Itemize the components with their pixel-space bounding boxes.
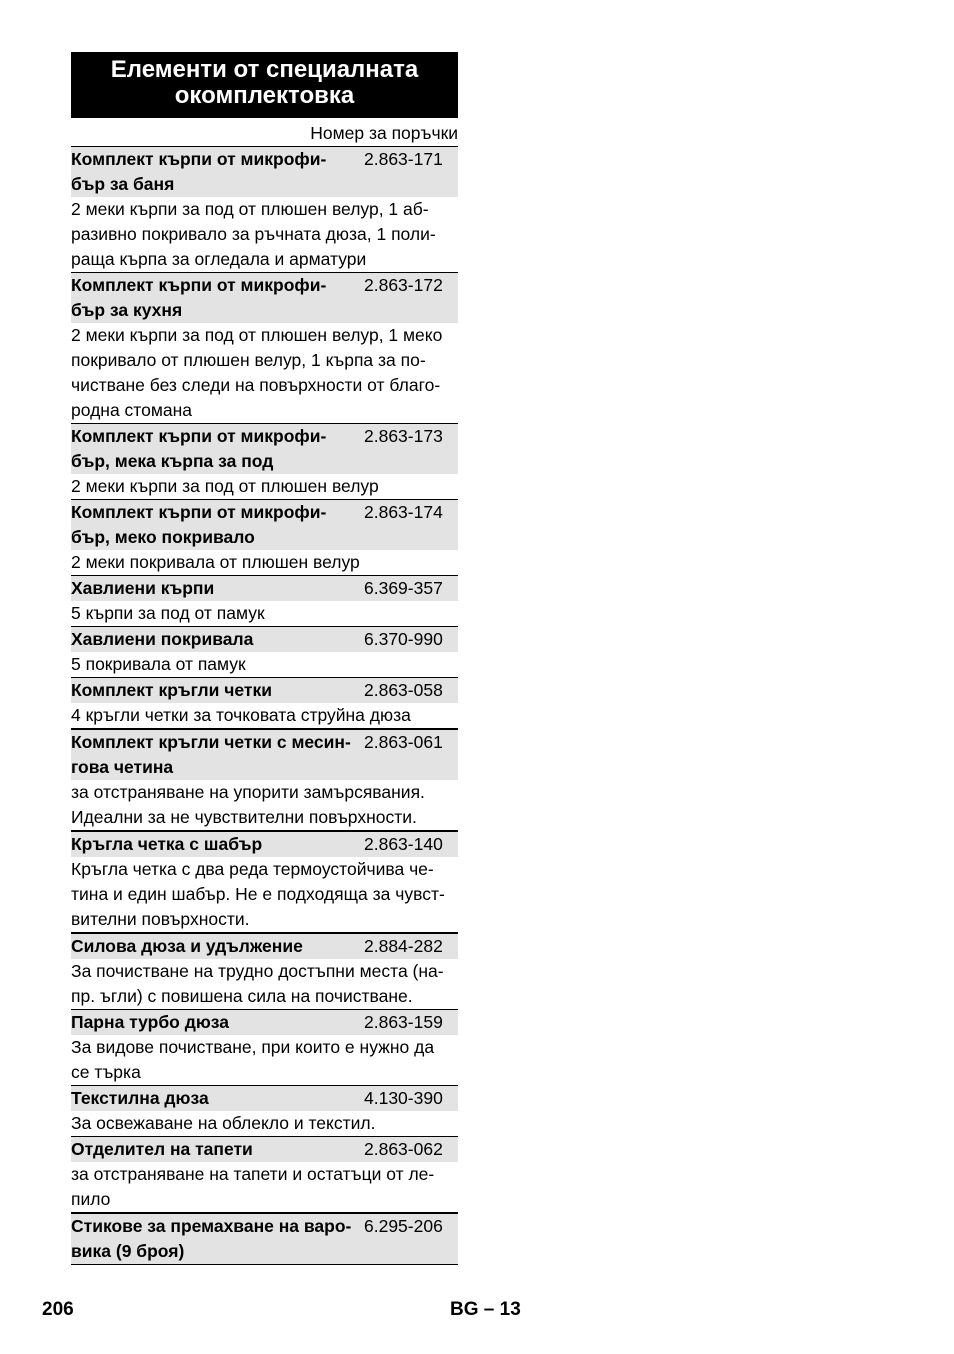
accessory-name: Комплект кърпи от микрофи- бър, мека кърпа за под xyxy=(71,426,327,471)
accessory-description: 2 меки покривала от плюшен велур xyxy=(71,552,360,572)
accessory-title-row xyxy=(71,934,458,959)
accessory-name: Комплект кърпи от микрофи- бър за баня xyxy=(71,149,327,194)
order-number: 2.863-174 xyxy=(364,502,443,522)
accessory-item xyxy=(71,1009,458,1085)
list-end-rule xyxy=(71,1264,458,1265)
order-number: 2.863-062 xyxy=(364,1139,443,1159)
accessory-description: Кръгла четка с два реда термоустойчива че- тина и един шабър. Не е подходяща за чувст- вителни повърхности. xyxy=(71,859,445,929)
section-title xyxy=(71,52,458,118)
accessory-title-row xyxy=(71,1010,458,1035)
page-number: 206 xyxy=(42,1299,74,1320)
accessory-name: Комплект кръгли четки xyxy=(71,680,273,700)
accessory-name: Комплект кръгли четки с месин- гова четина xyxy=(71,732,351,777)
order-number: 2.863-173 xyxy=(364,426,443,446)
order-number: 4.130-390 xyxy=(364,1088,443,1108)
accessory-title-row xyxy=(71,1086,458,1111)
section-title-line2: окомплектовка xyxy=(174,82,355,109)
order-number: 2.863-172 xyxy=(364,275,443,295)
accessory-name: Комплект кърпи от микрофи- бър за кухня xyxy=(71,275,327,320)
accessory-name: Отделител на тапети xyxy=(71,1139,253,1159)
accessory-name: Парна турбо дюза xyxy=(71,1012,229,1032)
accessory-item xyxy=(71,830,458,932)
accessory-description: 4 кръгли четки за точковата струйна дюза xyxy=(71,705,411,725)
accessory-title-row xyxy=(71,832,458,857)
accessory-description: За почистване на трудно достъпни места (на- пр. ъгли) с повишена сила на почистване. xyxy=(71,961,444,1006)
order-number: 6.295-206 xyxy=(364,1216,443,1236)
order-number: 2.863-058 xyxy=(364,680,443,700)
accessory-item xyxy=(71,423,458,499)
accessory-item xyxy=(71,499,458,575)
order-number: 2.863-061 xyxy=(364,732,443,752)
order-number: 6.369-357 xyxy=(364,578,443,598)
accessory-title-row xyxy=(71,147,458,197)
accessory-title-row xyxy=(71,678,458,703)
accessory-description: За освежаване на облекло и текстил. xyxy=(71,1113,376,1133)
accessory-description: 5 покривала от памук xyxy=(71,654,246,674)
accessory-item xyxy=(71,677,458,728)
accessory-title-row xyxy=(71,576,458,601)
accessory-name: Хавлиени покривала xyxy=(71,629,254,649)
accessory-description: За видове почистване, при които е нужно да се търка xyxy=(71,1037,435,1082)
accessory-title-row xyxy=(71,627,458,652)
accessory-item xyxy=(71,575,458,626)
accessory-item xyxy=(71,272,458,423)
accessory-description: 5 кърпи за под от памук xyxy=(71,603,265,623)
order-number: 2.863-140 xyxy=(364,834,443,854)
accessory-item xyxy=(71,1136,458,1212)
accessory-description: 2 меки кърпи за под от плюшен велур, 1 аб- разивно покривало за ръчната дюза, 1 поли- раща кърпа за огледала и арматури xyxy=(71,199,436,269)
accessory-item xyxy=(71,626,458,677)
accessory-name: Комплект кърпи от микрофи- бър, меко покривало xyxy=(71,502,327,547)
accessory-name: Текстилна дюза xyxy=(71,1088,209,1108)
section-code: BG – 13 xyxy=(450,1299,521,1320)
accessory-title-row xyxy=(71,273,458,323)
accessory-description: 2 меки кърпи за под от плюшен велур xyxy=(71,476,379,496)
accessories-column xyxy=(71,52,458,1265)
accessory-item xyxy=(71,146,458,272)
accessory-description: за отстраняване на упорити замърсявания. Идеални за не чувствителни повърхности. xyxy=(71,782,425,827)
accessory-name: Стикове за премахване на варо- вика (9 броя) xyxy=(71,1216,352,1261)
accessory-item xyxy=(71,1212,458,1264)
accessory-item xyxy=(71,1085,458,1136)
accessory-title-row xyxy=(71,500,458,550)
accessory-name: Кръгла четка с шабър xyxy=(71,834,263,854)
accessory-title-row xyxy=(71,1214,458,1264)
accessory-item xyxy=(71,728,458,830)
accessory-title-row xyxy=(71,1137,458,1162)
accessory-item xyxy=(71,932,458,1009)
accessory-name: Хавлиени кърпи xyxy=(71,578,215,598)
order-number: 2.863-159 xyxy=(364,1012,443,1032)
accessory-name: Силова дюза и удължение xyxy=(71,936,303,956)
accessory-description: 2 меки кърпи за под от плюшен велур, 1 меко покривало от плюшен велур, 1 кърпа за по- чистване без следи на повърхности от благо- родна стомана xyxy=(71,325,443,420)
section-title-line1: Елементи от специалната xyxy=(110,56,419,83)
order-number-header: Номер за поръчки xyxy=(310,123,458,143)
accessory-title-row xyxy=(71,424,458,474)
accessory-list xyxy=(71,146,458,1264)
order-number: 2.863-171 xyxy=(364,149,443,169)
accessory-title-row xyxy=(71,730,458,780)
accessory-description: за отстраняване на тапети и остатъци от ле- пило xyxy=(71,1164,435,1209)
order-number: 6.370-990 xyxy=(364,629,443,649)
order-number: 2.884-282 xyxy=(364,936,443,956)
